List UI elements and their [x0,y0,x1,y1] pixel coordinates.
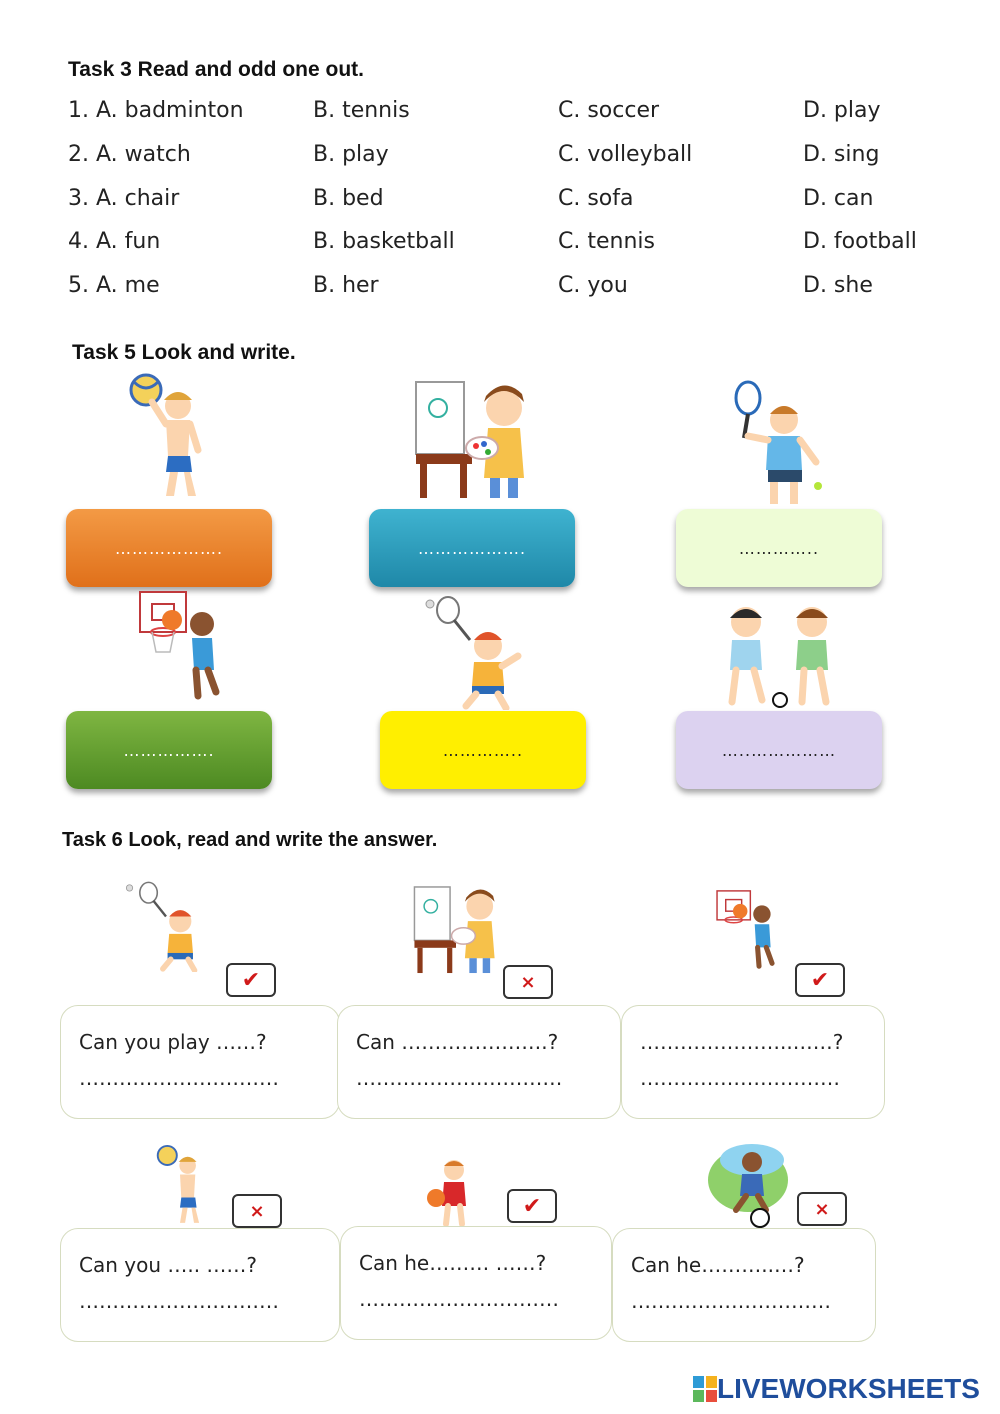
answer-box-3[interactable]: ………….. [676,509,882,587]
question-card-6 [612,1228,876,1342]
option-c[interactable]: C. tennis [558,229,655,254]
basketball-boy-illustration [138,588,222,704]
option-c[interactable]: C. you [558,273,628,298]
basketball-player-illustration [424,1158,480,1228]
liveworksheets-logo[interactable] [693,1373,980,1405]
option-b[interactable]: B. basketball [313,229,455,254]
option-a[interactable]: 2. A. watch [68,142,191,167]
check-mark-icon: ✔ [226,963,276,997]
option-b[interactable]: B. tennis [313,98,410,123]
option-d[interactable]: D. she [803,273,873,298]
football-boys-illustration [722,596,842,712]
badminton-boy-illustration [410,594,530,710]
answer-line[interactable]: ………………………… [640,1066,840,1090]
answer-line[interactable]: ………………………… [359,1287,559,1311]
question-text: Can you ….. ……? [79,1253,258,1277]
volleyball-boy-illustration [140,1144,220,1228]
logo-text: LIVEWORKSHEETS [717,1373,980,1404]
question-text: Can he………..…? [631,1253,805,1277]
option-a[interactable]: 4. A. fun [68,229,161,254]
answer-box-4[interactable]: ……………. [66,711,272,789]
painting-boy-illustration [410,378,534,502]
football-player-illustration [706,1140,790,1228]
cross-mark-icon: × [797,1192,847,1226]
cross-mark-icon: × [232,1194,282,1228]
option-a[interactable]: 3. A. chair [68,186,180,211]
question-card-3 [621,1005,885,1119]
check-mark-icon: ✔ [795,963,845,997]
painting-boy-illustration [408,884,504,976]
logo-grid-icon [693,1376,717,1402]
question-card-4 [60,1228,340,1342]
option-a[interactable]: 5. A. me [68,273,160,298]
option-d[interactable]: D. can [803,186,874,211]
answer-box-6[interactable]: …..…………… [676,711,882,789]
task6-title: Task 6 Look, read and write the answer. [62,829,438,851]
answer-line[interactable]: ………………………… [631,1289,831,1313]
option-b[interactable]: B. bed [313,186,384,211]
question-card-5 [340,1226,612,1340]
option-d[interactable]: D. sing [803,142,880,167]
answer-box-1[interactable]: ………………. [66,509,272,587]
option-c[interactable]: C. volleyball [558,142,693,167]
question-text: Can he……… ……? [359,1251,547,1275]
answer-line[interactable]: ………………………… [79,1066,279,1090]
answer-line[interactable]: ……………….………… [356,1066,563,1090]
task3-title: Task 3 Read and odd one out. [68,58,364,81]
option-c[interactable]: C. sofa [558,186,634,211]
question-row [68,142,948,172]
question-card-1 [60,1005,340,1119]
check-mark-icon: ✔ [507,1189,557,1223]
option-c[interactable]: C. soccer [558,98,660,123]
basketball-boy-illustration [698,888,794,972]
badminton-boy-illustration [112,880,220,972]
task5-title: Task 5 Look and write. [72,341,296,364]
option-b[interactable]: B. her [313,273,379,298]
answer-box-2[interactable]: ………………. [369,509,575,587]
question-row [68,186,948,216]
option-a[interactable]: 1. A. badminton [68,98,244,123]
question-text: …………………..……? [640,1030,844,1054]
question-row [68,98,948,128]
cross-mark-icon: × [503,965,553,999]
option-d[interactable]: D. football [803,229,917,254]
answer-line[interactable]: ………………………… [79,1289,279,1313]
tennis-boy-illustration [730,378,830,508]
question-card-2 [337,1005,621,1119]
question-text: Can ………………….? [356,1030,559,1054]
volleyball-boy-illustration [126,372,206,504]
question-row [68,229,948,259]
question-row [68,273,948,303]
option-d[interactable]: D. play [803,98,881,123]
answer-box-5[interactable]: ………….. [380,711,586,789]
option-b[interactable]: B. play [313,142,389,167]
question-text: Can you play ……? [79,1030,267,1054]
